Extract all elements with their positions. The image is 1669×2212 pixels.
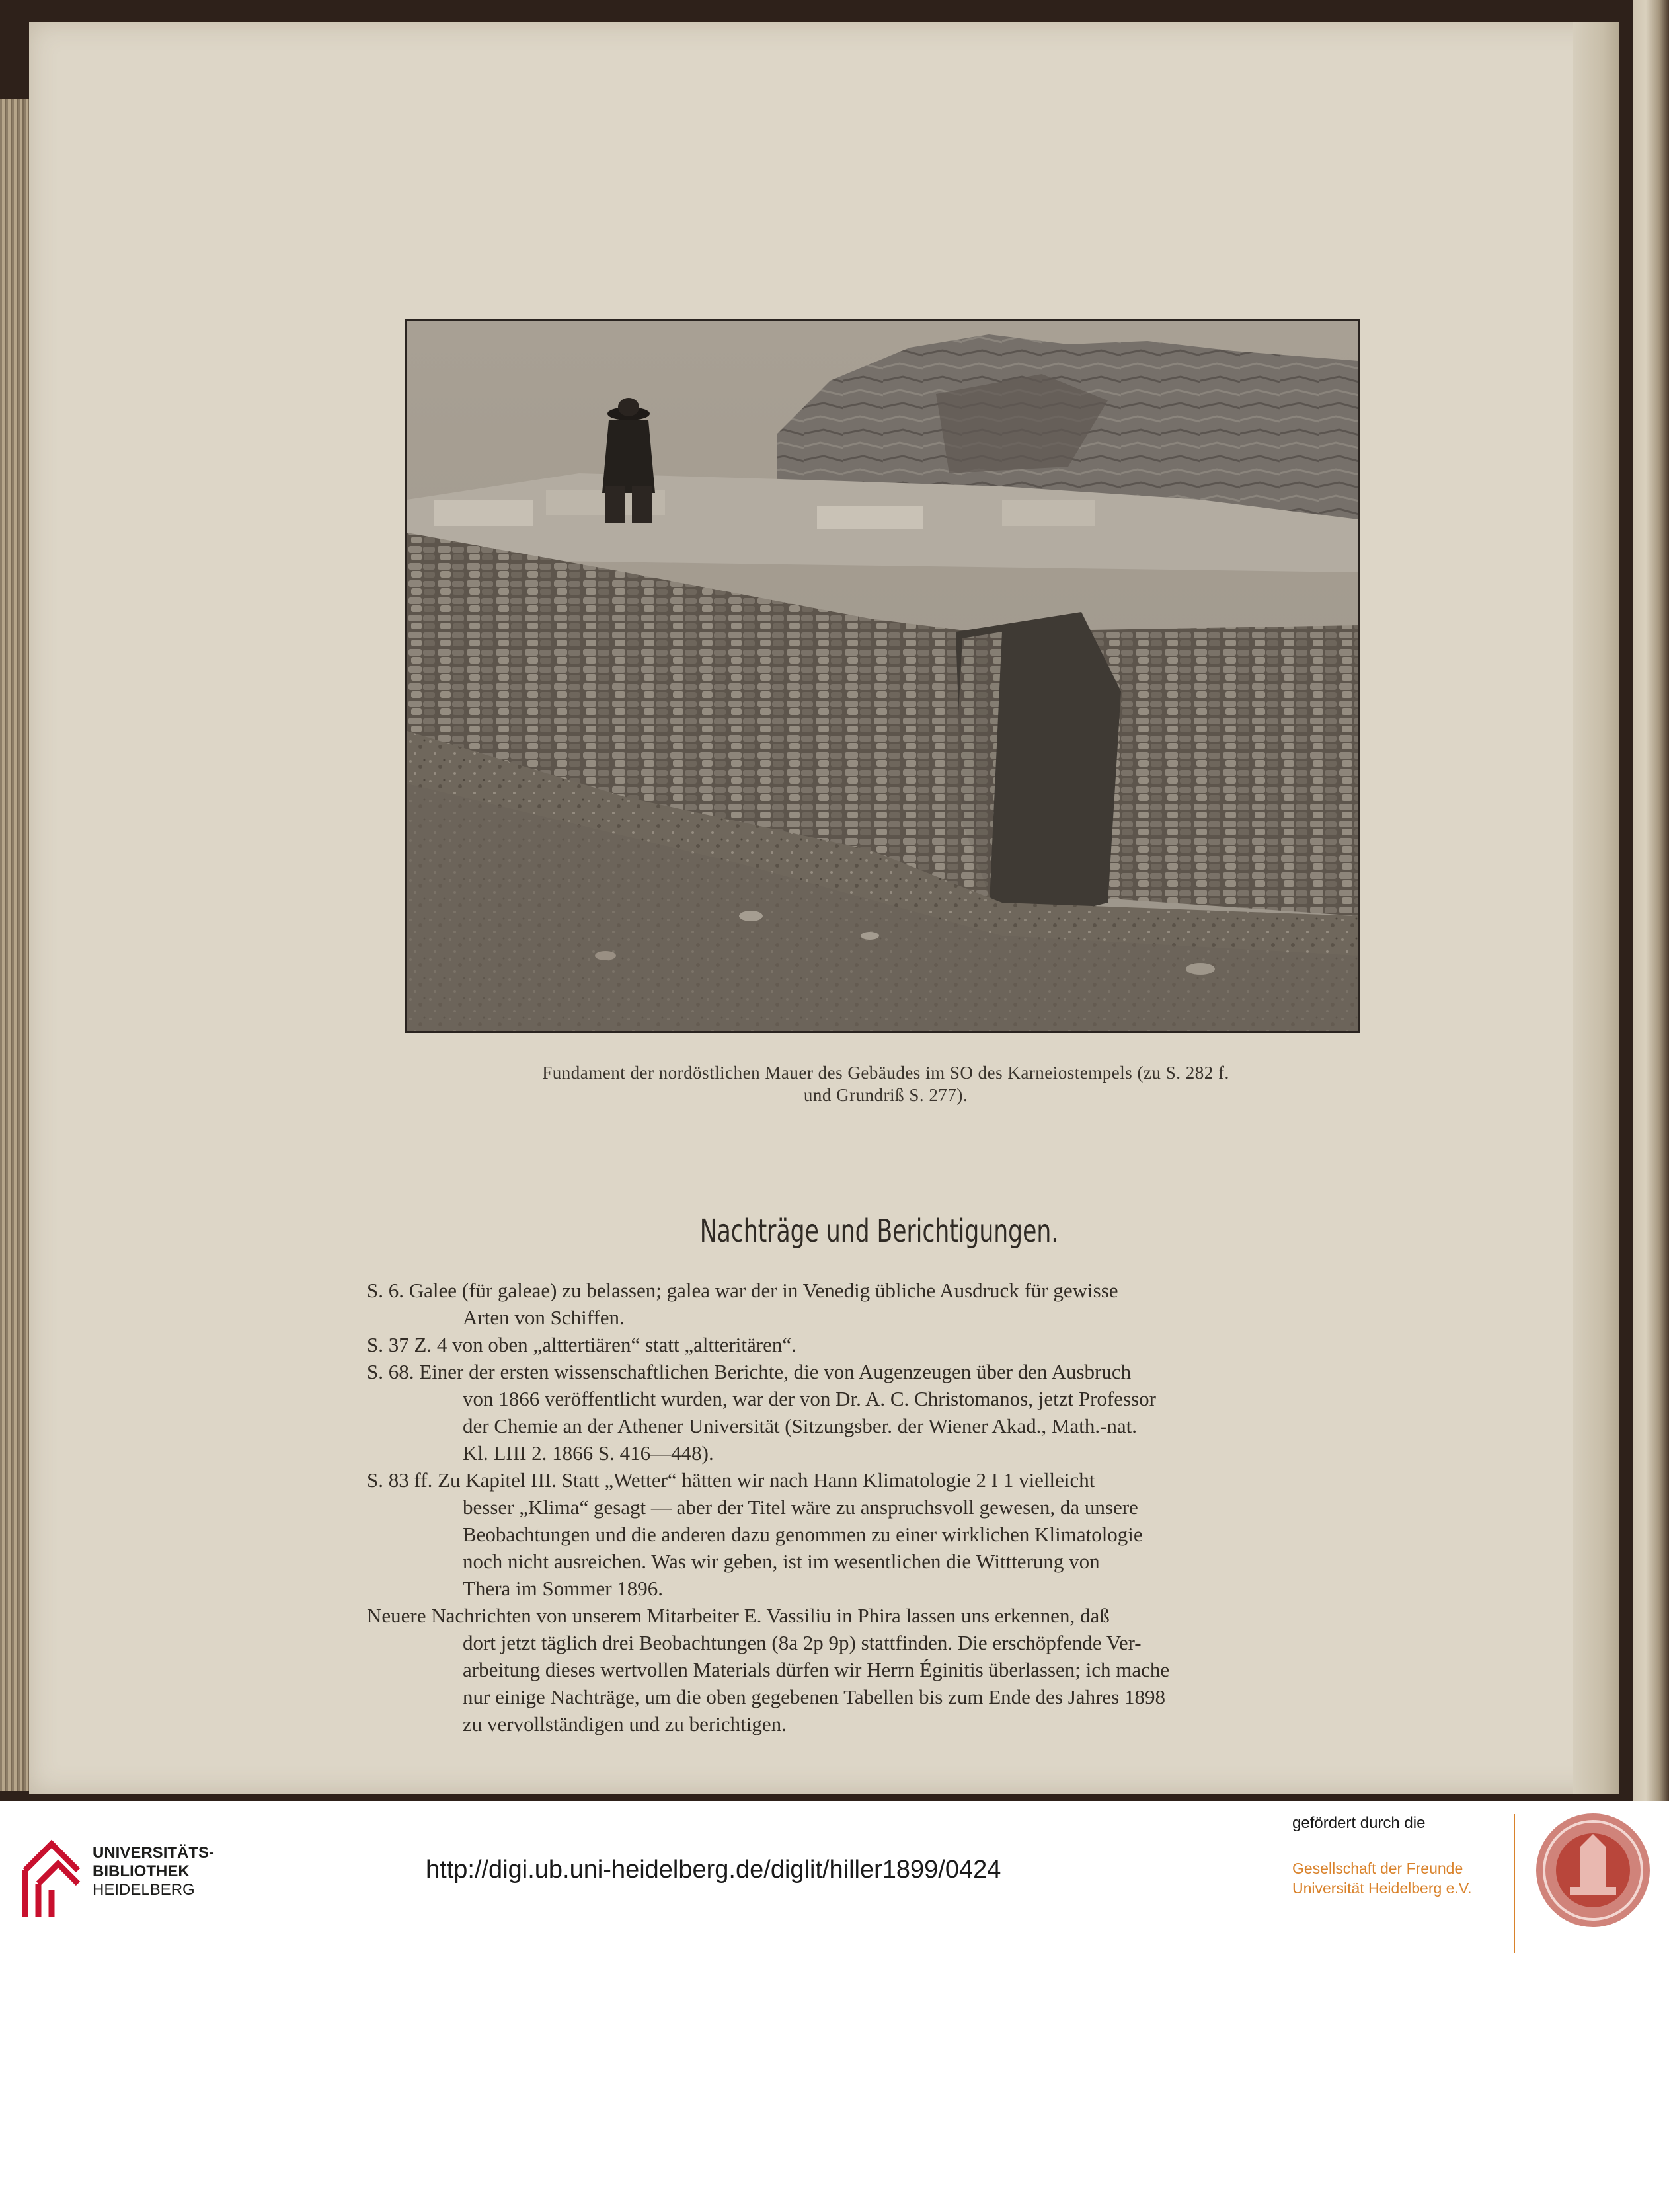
caption-line-1: Fundament der nordöstlichen Mauer des Gebäudes im SO des Karneiostempels (zu S. 282 f. [542, 1063, 1229, 1083]
page-fold [1573, 22, 1619, 1794]
photo-caption [423, 1061, 1348, 1106]
entry-line: der Chemie an der Athener Universität (Sitzungsber. der Wiener Akad., Math.-nat. [463, 1414, 1138, 1437]
entry-line: nur einige Nachträge, um die oben gegebenen Tabellen bis zum Ende des Jahres 1898 [463, 1685, 1165, 1708]
correction-entry [367, 1277, 1385, 1331]
caption-line-2: und Grundriß S. 277). [803, 1085, 968, 1105]
entry-line: Arten von Schiffen. [463, 1306, 625, 1329]
sponsor-label: gefördert durch die [1292, 1814, 1426, 1832]
correction-entry [367, 1358, 1385, 1467]
library-name-line-3: HEIDELBERG [93, 1881, 195, 1899]
library-name-line-1: UNIVERSITÄTS- [93, 1844, 215, 1862]
entry-line: Neuere Nachrichten von unserem Mitarbeiter E. Vassiliu in Phira lassen uns erkennen, daß [367, 1604, 1110, 1627]
sponsor-name-line-1: Gesellschaft der Freunde [1292, 1860, 1463, 1877]
corrections-list [367, 1277, 1385, 1737]
permalink-url[interactable]: http://digi.ub.uni-heidelberg.de/diglit/hiller1899/0424 [426, 1856, 1001, 1884]
library-name [93, 1844, 214, 1899]
entry-line: besser „Klima“ gesagt — aber der Titel wäre zu anspruchsvoll gewesen, da unsere [463, 1496, 1138, 1519]
entry-line: Beobachtungen und die anderen dazu genommen zu einer wirklichen Klimatologie [463, 1523, 1143, 1546]
section-heading: Nachträge und Berichtigungen. [699, 1213, 1059, 1250]
sponsor-name-line-2: Universität Heidelberg e.V. [1292, 1880, 1472, 1897]
book-page-edges-right [1633, 0, 1669, 1801]
entry-line: S. 6. Galee (für galeae) zu belassen; galea war der in Venedig übliche Ausdruck für gewisse [367, 1279, 1118, 1302]
ub-heidelberg-logo-icon [19, 1831, 85, 1923]
photo-illustration [407, 321, 1358, 1031]
excavation-photograph [405, 319, 1360, 1033]
entry-line: dort jetzt täglich drei Beobachtungen (8a 2p 9p) stattfinden. Die erschöpfende Ver- [463, 1631, 1142, 1654]
sponsor-name [1292, 1858, 1471, 1898]
entry-line: von 1866 veröffentlicht wurden, war der von Dr. A. C. Christomanos, jetzt Professor [463, 1387, 1156, 1410]
correction-entry [367, 1467, 1385, 1602]
entry-line: S. 68. Einer der ersten wissenschaftlichen Berichte, die von Augenzeugen über den Ausbruch [367, 1360, 1132, 1383]
entry-line: S. 37 Z. 4 von oben „alttertiären“ statt „altteritären“. [367, 1333, 796, 1356]
entry-line: Kl. LIII 2. 1866 S. 416—448). [463, 1441, 714, 1465]
entry-line: S. 83 ff. Zu Kapitel III. Statt „Wetter“ hätten wir nach Hann Klimatologie 2 I 1 vielleicht [367, 1468, 1095, 1492]
library-name-line-2: BIBLIOTHEK [93, 1862, 190, 1880]
correction-entry [367, 1331, 1385, 1358]
university-seal-icon [1533, 1811, 1652, 1930]
entry-line: noch nicht ausreichen. Was wir geben, ist im wesentlichen die Wittterung von [463, 1550, 1100, 1573]
correction-entry [367, 1602, 1385, 1737]
entry-line: Thera im Sommer 1896. [463, 1577, 664, 1600]
entry-line: zu vervollständigen und zu berichtigen. [463, 1712, 787, 1735]
book-page-edges-left [0, 99, 32, 1791]
entry-line: arbeitung dieses wertvollen Materials dürfen wir Herrn Éginitis überlassen; ich mache [463, 1658, 1170, 1681]
sponsor-divider [1514, 1814, 1515, 1953]
